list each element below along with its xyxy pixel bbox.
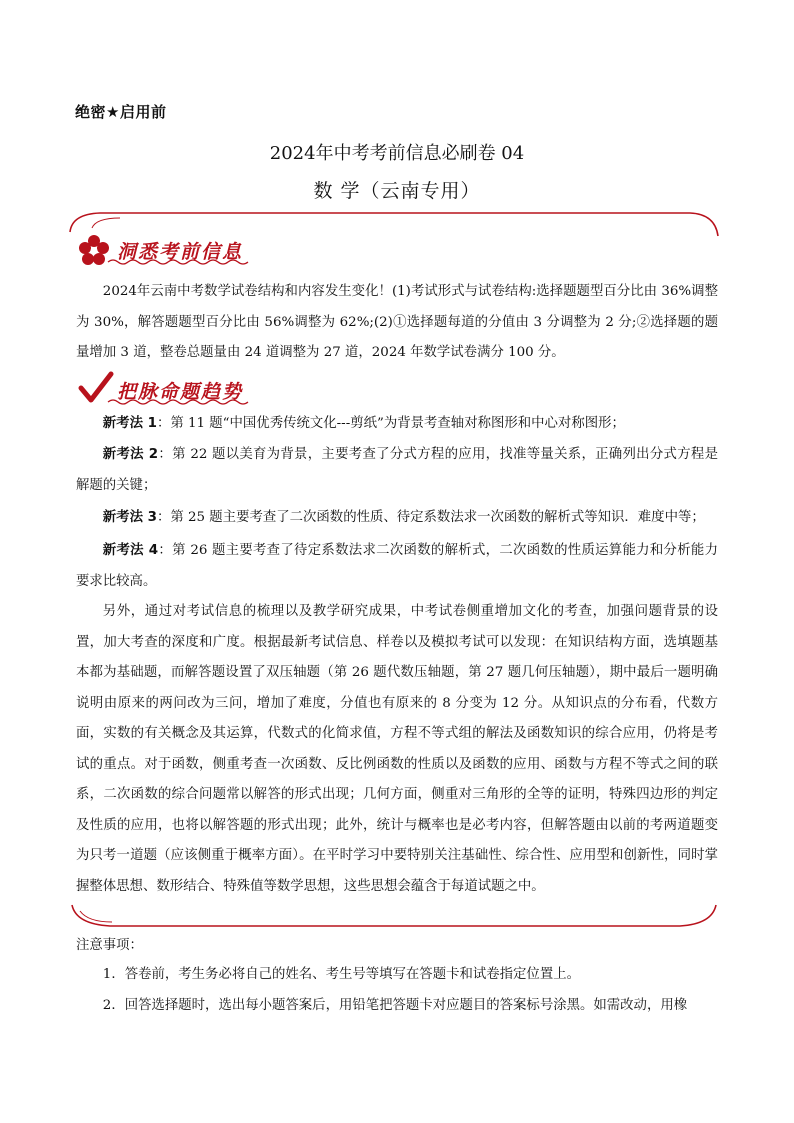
red-flower-icon <box>78 234 110 266</box>
new-method-lead: 新考法 4 <box>102 543 159 558</box>
section-heading-trend: 把脉命题趋势 <box>117 381 244 403</box>
exam-info-paragraph: 2024年云南中考数学试卷结构和内容发生变化！(1)考试形式与试卷结构:选择题题型百分比由 36%调整为 30%，解答题题型百分比由 56%调整为 62%;(2)①选择题每道的分值由 3 分调整为 2 分;②选择题的题量增加 3 道，整卷总题量由 24 道调整为 27 道，2024 年数学试卷满分 100 分。 <box>76 284 718 360</box>
new-method-text: ：第 22 题以美育为背景，主要考查了分式方程的应用，找准等量关系，正确列出分式方程是解题的关键； <box>76 447 718 493</box>
confidential-label: 绝密★启用前 <box>75 103 167 121</box>
new-method-text: ：第 26 题主要考查了待定系数法求二次函数的解析式，二次函数的性质运算能力和分析能力要求比较高。 <box>76 543 718 589</box>
new-method-lead: 新考法 2 <box>102 447 159 462</box>
new-method-item-3 <box>76 503 718 534</box>
red-check-mark-icon <box>78 370 114 406</box>
note-item-2: 2．回答选择题时，选出每小题答案后，用铅笔把答题卡对应题目的答案标号涂黑。如需改动，用橡 <box>102 998 688 1013</box>
trend-analysis-paragraph: 另外，通过对考试信息的梳理以及教学研究成果，中考试卷侧重增加文化的考查，加强问题背景的设置，加大考查的深度和广度。根据最新考试信息、样卷以及模拟考试可以发现：在知识结构方面，选填题基本都为基础题，而解答题设置了双压轴题（第 26 题代数压轴题，第 27 题几何压轴题），期中最后一题明确说明由原来的两问改为三问，增加了难度，分值也有原来的 8 分变为 12 分。从知识点的分布看，代数方面，实数的有关概念及其运算，代数式的化简求值，方程不等式组的解法及函数知识的综合应用，仍将是考试的重点。对于函数，侧重考查一次函数、反比例函数的性质以及函数的应用、函数与方程不等式之间的联系，二次函数的综合问题常以解答的形式出现；几何方面，侧重对三角形的全等的证明，特殊四边形的判定及性质的应用，也将以解答题的形式出现；此外，统计与概率也是必考内容，但解答题由以前的考两道题变为只考一道题（应该侧重于概率方面）。在平时学习中要特别关注基础性、综合性、应用型和创新性，同时掌握整体思想、数形结合、特殊值等数学思想，这些思想会蕴含于每道试题之中。 <box>76 604 718 894</box>
notes-title: 注意事项： <box>76 938 143 953</box>
note-item-1: 1．答卷前，考生务必将自己的姓名、考生号等填写在答题卡和试卷指定位置上。 <box>102 967 580 982</box>
new-method-text: ：第 25 题主要考查了二次函数的性质、待定系数法求一次函数的解析式等知识．难度中等； <box>156 510 705 525</box>
new-method-lead: 新考法 1 <box>102 416 157 431</box>
new-method-text: ：第 11 题“中国优秀传统文化---剪纸”为背景考查轴对称图形和中心对称图形； <box>156 416 625 431</box>
new-method-item-1 <box>76 409 718 440</box>
section-heading-exam-info: 洞悉考前信息 <box>117 241 244 263</box>
page-subtitle: 数 学（云南专用） <box>313 180 481 202</box>
top-frame-arc <box>70 213 718 236</box>
new-method-item-2 <box>76 440 718 501</box>
page-title: 2024年中考考前信息必刷卷 04 <box>269 143 525 164</box>
new-method-item-4 <box>76 536 718 597</box>
bottom-frame-arc <box>72 905 716 926</box>
new-method-lead: 新考法 3 <box>102 510 157 525</box>
